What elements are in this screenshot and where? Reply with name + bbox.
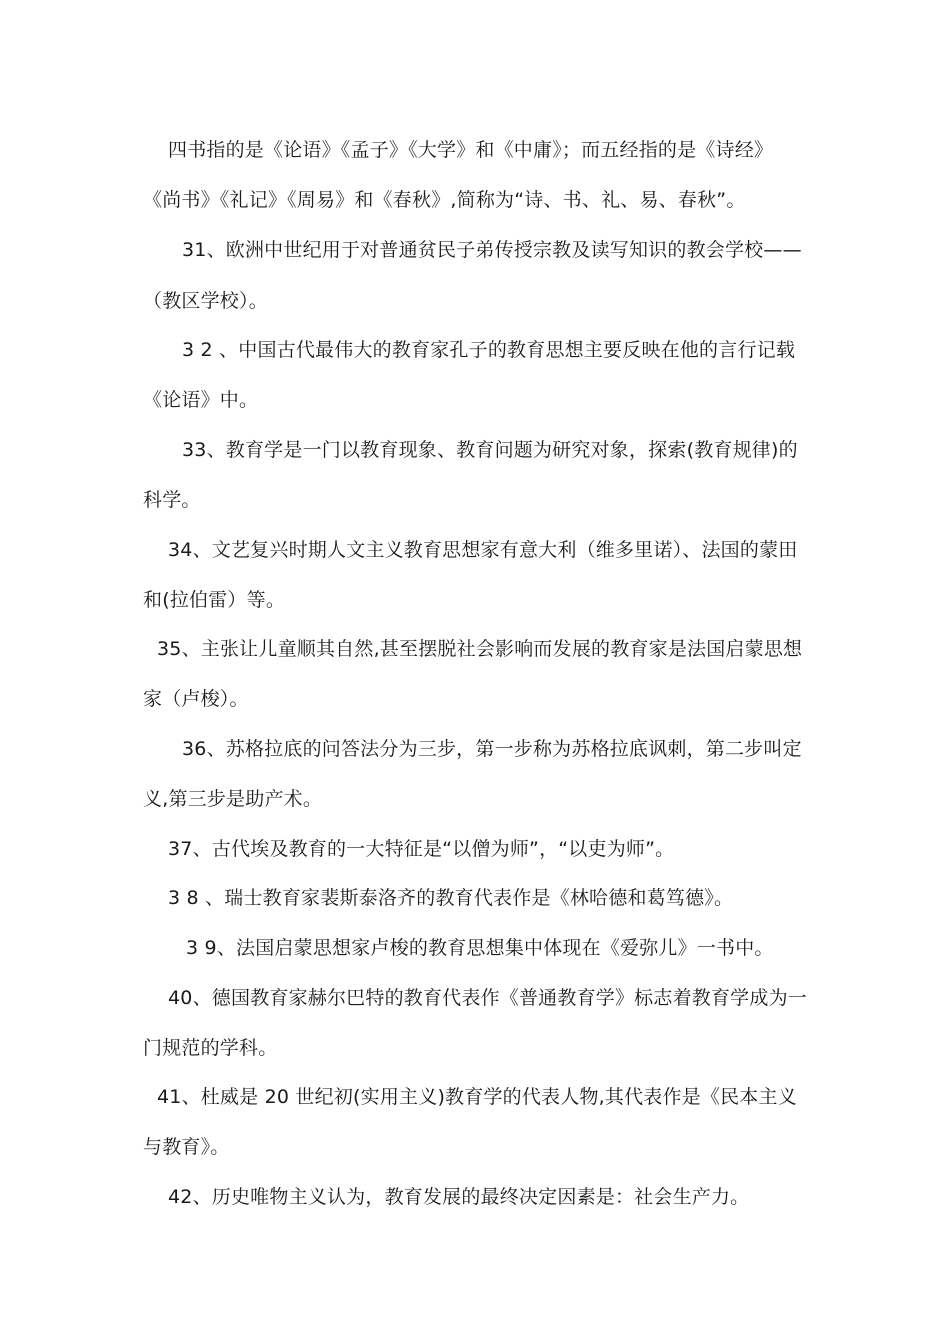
- text-line: 和(拉伯雷）等。: [143, 589, 286, 611]
- text-line: 3 8 、瑞士教育家裴斯泰洛齐的教育代表作是《林哈德和葛笃德》。: [168, 887, 734, 909]
- text-line: 42、历史唯物主义认为，教育发展的最终决定因素是：社会生产力。: [168, 1186, 750, 1208]
- text-line: 36、苏格拉底的问答法分为三步，第一步称为苏格拉底讽刺，第二步叫定: [182, 738, 802, 760]
- text-line: 41、杜威是 20 世纪初(实用主义)教育学的代表人物,其代表作是《民本主义: [157, 1086, 797, 1108]
- text-line: （教区学校）。: [143, 290, 268, 312]
- text-line: 四书指的是《论语》《孟子》《大学》和《中庸》；而五经指的是《诗经》: [168, 139, 774, 161]
- text-line: 34、文艺复兴时期人文主义教育思想家有意大利（维多里诺）、法国的蒙田: [168, 539, 798, 561]
- text-line: 37、古代埃及教育的一大特征是“以僧为师”，“以吏为师”。: [168, 838, 675, 860]
- text-line: 科学。: [143, 489, 201, 511]
- text-line: 与教育》。: [143, 1136, 230, 1158]
- text-line: 3 2 、中国古代最伟大的教育家孔子的教育思想主要反映在他的言行记载: [182, 339, 796, 361]
- text-line: 33、教育学是一门以教育现象、教育问题为研究对象，探索(教育规律)的: [182, 439, 798, 461]
- text-line: 31、欧洲中世纪用于对普通贫民子弟传授宗教及读写知识的教会学校——: [182, 239, 802, 261]
- text-line: 40、德国教育家赫尔巴特的教育代表作《普通教育学》标志着教育学成为一: [168, 987, 807, 1009]
- text-line: 《论语》中。: [143, 389, 259, 411]
- text-line: 家（卢梭）。: [143, 688, 249, 710]
- text-line: 门规范的学科。: [143, 1037, 278, 1059]
- text-line: 义,第三步是助产术。: [143, 788, 323, 810]
- text-line: 35、主张让儿童顺其自然,甚至摆脱社会影响而发展的教育家是法国启蒙思想: [157, 638, 803, 660]
- text-line: 《尚书》《礼记》《周易》和《春秋》,简称为“诗、书、礼、易、春秋”。: [143, 189, 746, 211]
- text-line: 3 9、法国启蒙思想家卢梭的教育思想集中体现在《爱弥儿》一书中。: [186, 937, 774, 959]
